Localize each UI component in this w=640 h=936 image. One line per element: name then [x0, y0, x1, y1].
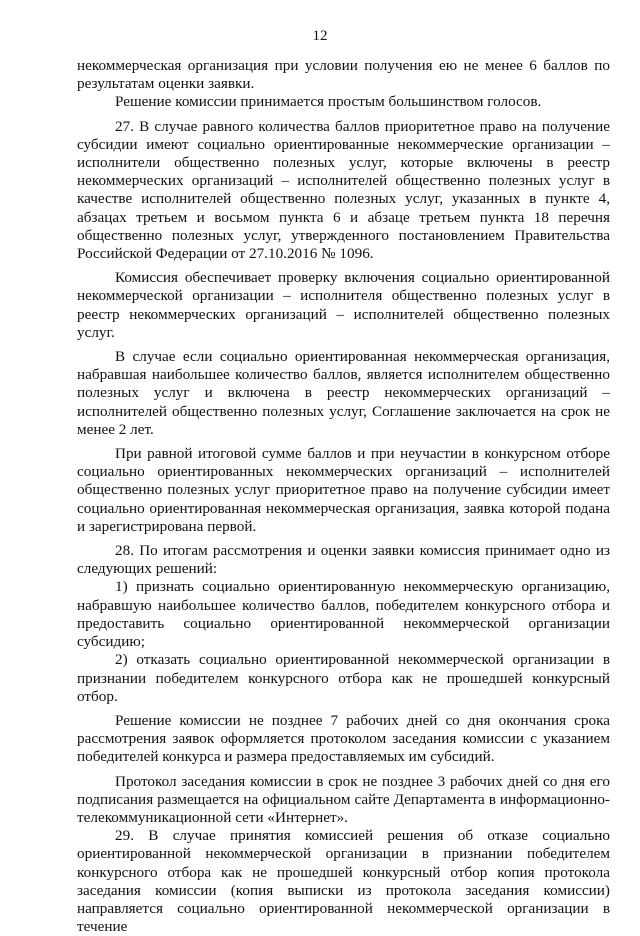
paragraph-clause-29: 29. В случае принятия комиссией решения об отказе социально ориентированной некоммерческой организации в признании победителем конкурсного отбора как не прошедшей конкурсный отбор копия протокола заседания комиссии (копия выписки из протокола заседания комиссии) направляется социально ориентированной некоммерческой организации в течение [77, 827, 610, 936]
list-item-decision-2: 2) отказать социально ориентированной некоммерческой организации в признании победителем конкурсного отбора как не прошедшей конкурсный отбор. [77, 651, 610, 705]
paragraph-protocol-publication: Протокол заседания комиссии в срок не позднее 3 рабочих дней со дня его подписания размещается на официальном сайте Департамента в информационно-телекоммуникационной сети «Интернет». [77, 772, 610, 826]
page-number: 12 [312, 28, 328, 44]
paragraph-registry-check: Комиссия обеспечивает проверку включения социально ориентированной некоммерческой организации – исполнителя общественно полезных услуг в реестр некоммерческих организаций – исполнителей общественно полезных услуг. [77, 269, 610, 341]
paragraph-decision-majority: Решение комиссии принимается простым большинством голосов. [115, 93, 542, 111]
paragraph-protocol-deadline: Решение комиссии не позднее 7 рабочих дней со дня окончания срока рассмотрения заявок оформляется протоколом заседания комиссии с указанием победителей конкурса и размера предоставляемых им субсидий. [77, 711, 610, 766]
paragraph-continuation: некоммерческая организация при условии получения ею не менее 6 баллов по результатам оценки заявки. [77, 57, 610, 93]
list-item-decision-1: 1) признать социально ориентированную некоммерческую организацию, набравшую наибольшее количество баллов, победителем конкурсного отбора и предоставить социально ориентированной некоммерческой организации субсидию; [77, 578, 610, 651]
document-body [77, 57, 610, 936]
paragraph-equal-score: При равной итоговой сумме баллов и при неучастии в конкурсном отборе социально ориентированных некоммерческих организаций – исполнителей общественно полезных услуг приоритетное право на получение субсидии имеет социально ориентированная некоммерческая организация, заявка которой подана и зарегистрирована первой. [77, 445, 610, 535]
paragraph-agreement-term: В случае если социально ориентированная некоммерческая организация, набравшая наибольшее количество баллов, является исполнителем общественно полезных услуг и включена в реестр некоммерческих организаций – исполнителей общественно полезных услуг, Соглашение заключается на срок не менее 2 лет. [77, 348, 610, 438]
paragraph-clause-27: 27. В случае равного количества баллов приоритетное право на получение субсидии имеют социально ориентированные некоммерческие организации – исполнители общественно полезных услуг, которые включены в реестр некоммерческих организаций – исполнителей общественно полезных услуг в качестве исполнителей общественно полезных услуг, указанных в пункте 4, абзацах третьем и восьмом пункта 6 и абзаце третьем пункта 18 перечня общественно полезных услуг, утвержденного постановлением Правительства Российской Федерации от 27.10.2016 № 1096. [77, 117, 610, 263]
paragraph-clause-28: 28. По итогам рассмотрения и оценки заявки комиссия принимает одно из следующих решений: [77, 542, 610, 578]
